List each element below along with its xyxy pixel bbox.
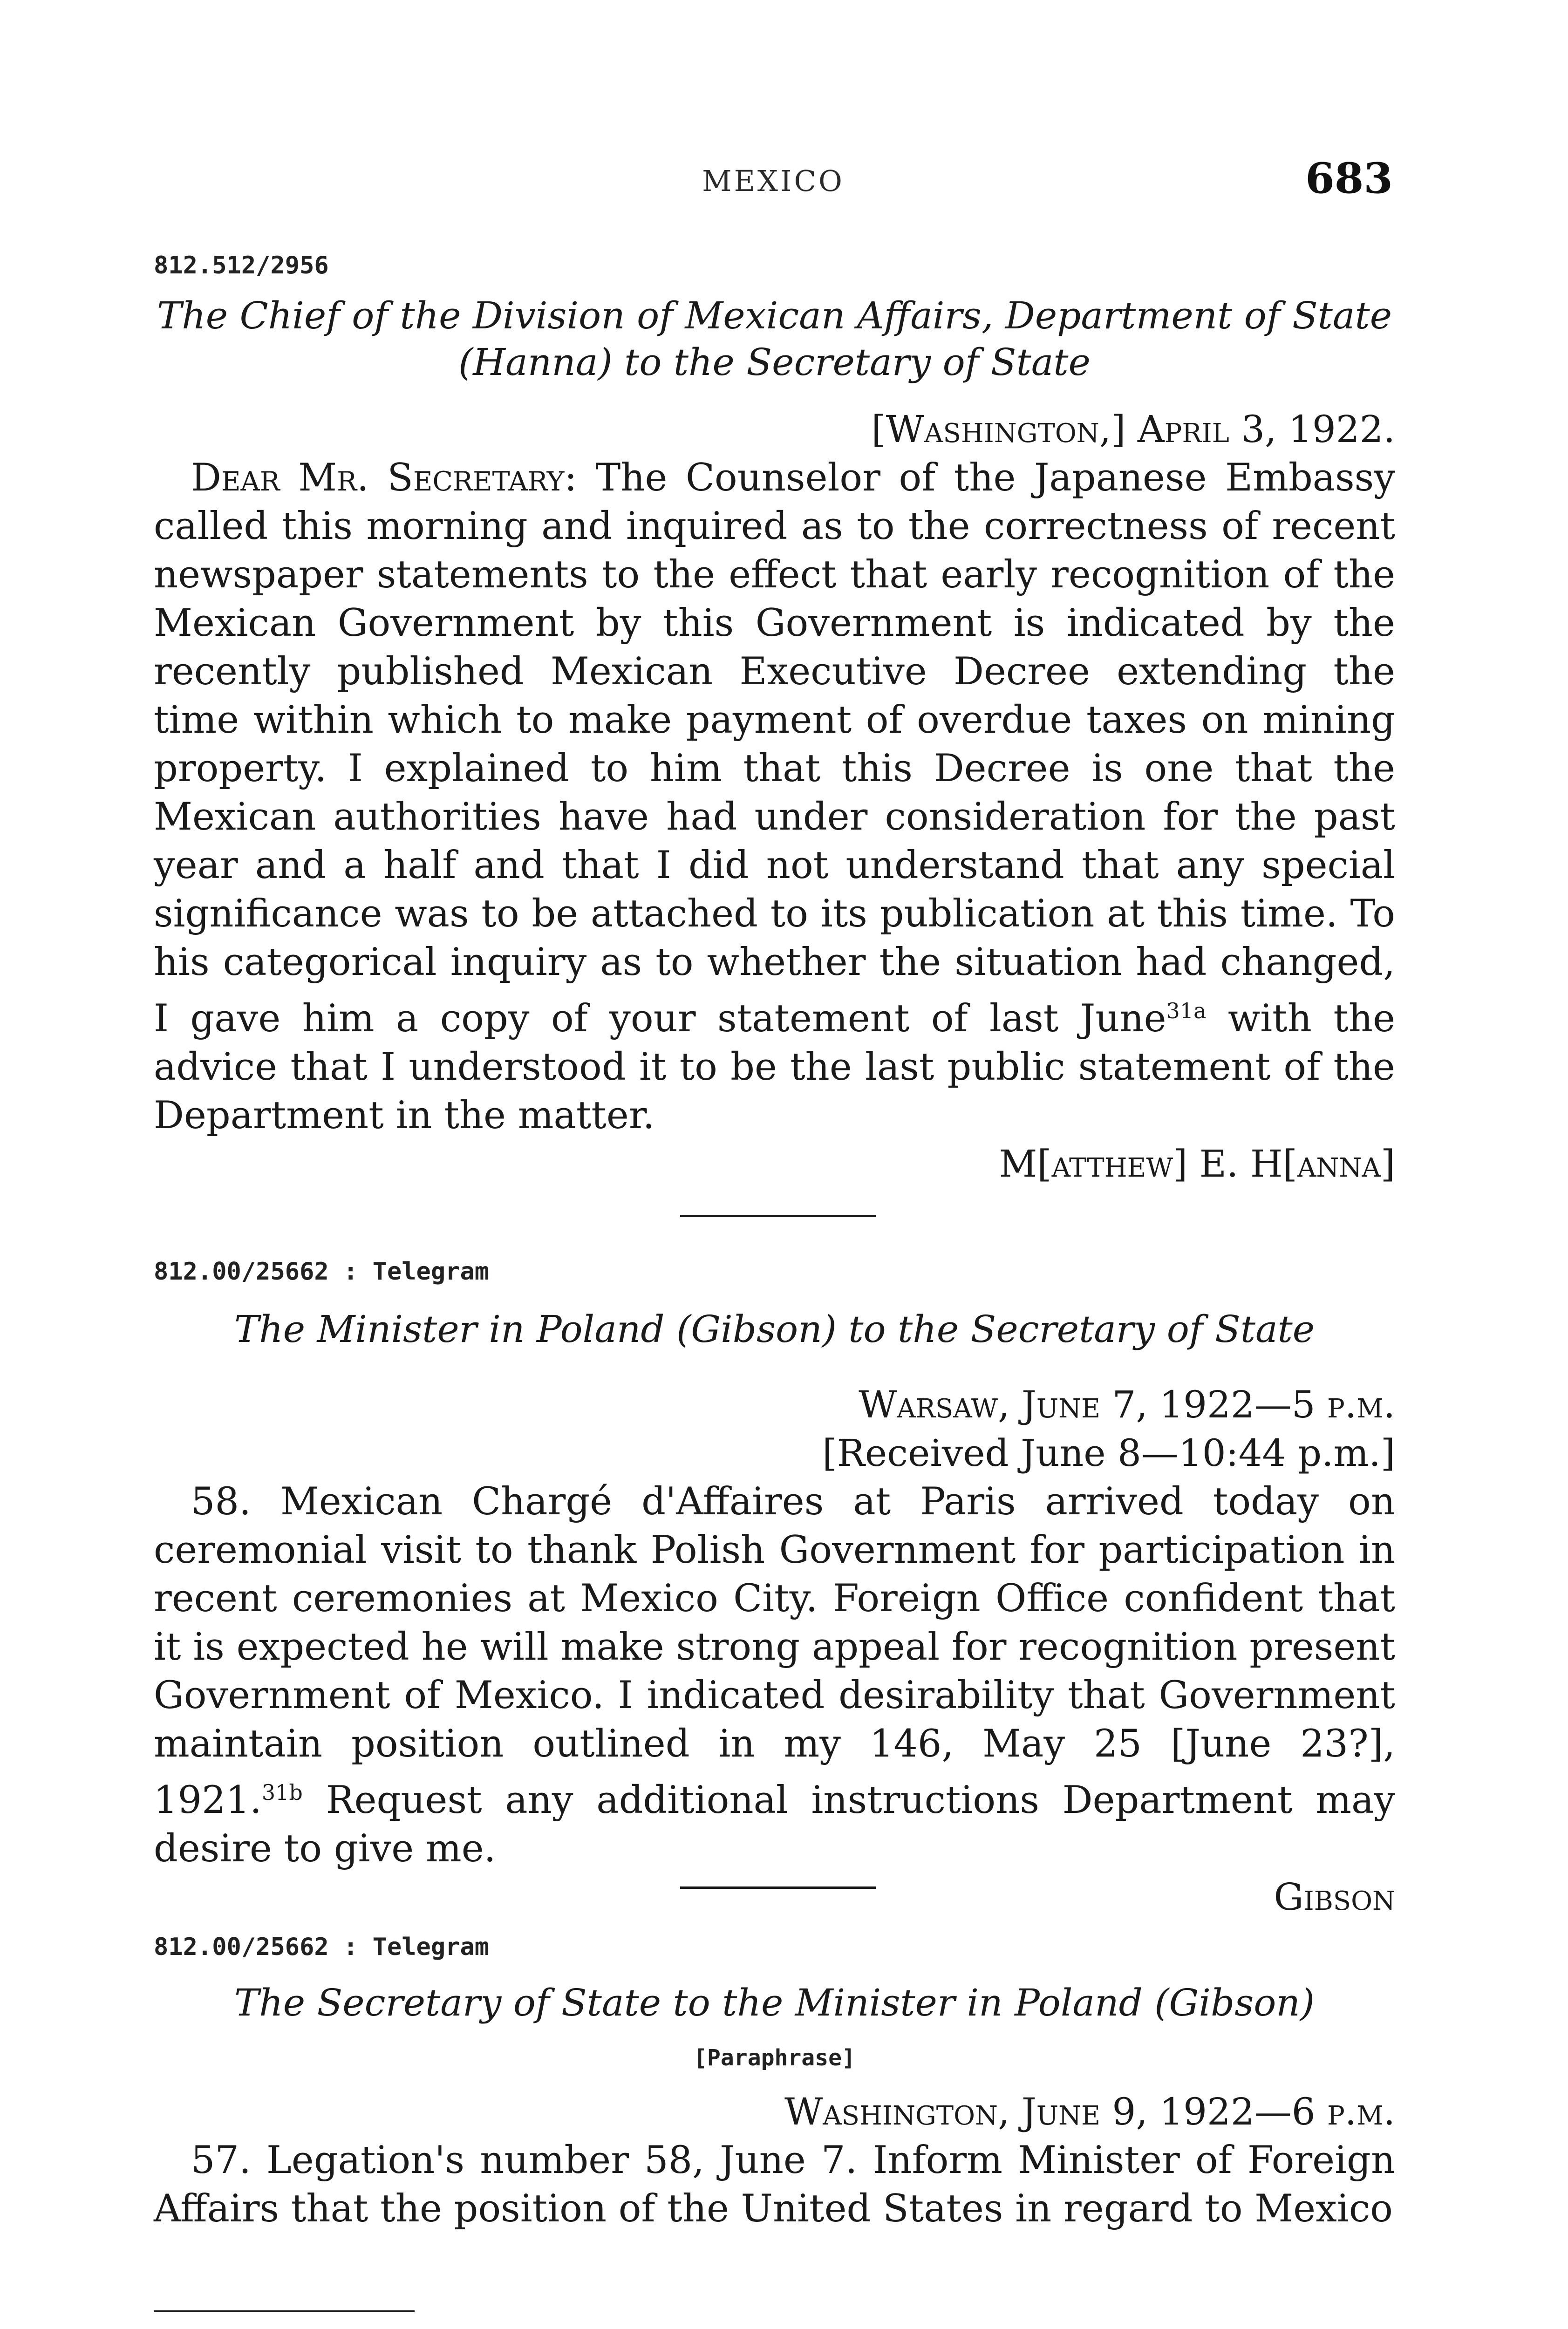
- telegram-body: 57. Legation's number 58, June 7. Inform Minister of Foreign Affairs that the position of the United States in regard to Mexico: [154, 2138, 1395, 2231]
- running-title: MEXICO: [702, 164, 845, 198]
- body-text-part-1: 58. Mexican Chargé d'Affaires at Paris arrived today on ceremonial visit to thank Polish Government for participation in recent ceremonies at Mexico City. Foreign Office confident that it is expected he will make strong appeal for recognition present Government of Mexico. I indicated desirability that Government maintain position outlined in my 146, May 25 [June 23?], 1921.: [154, 1480, 1395, 1822]
- body-text-part-2: Request any additional instructions Department may desire to give me.: [154, 1778, 1395, 1871]
- telegram-body: [154, 1478, 1395, 1873]
- body-text-part-2: with the advice that I understood it to be the last public statement of the Department in the matter.: [154, 997, 1396, 1137]
- signature: Gibson: [1274, 1875, 1395, 1919]
- body-text-part-1: The Counselor of the Japanese Embassy called this morning and inquired as to the correctness of recent newspaper statements to the effect that early recognition of the Mexican Government by this Government is indicated by the recently published Mexican Executive Decree extending the time within which to make payment of overdue taxes on mining property. I explained to him that this Decree is one that the Mexican authorities have had under consideration for the past year and a half and that I did not understand that any special significance was to be attached to its publication at this time. To his categorical inquiry as to whether the situation had changed, I gave him a copy of your statement of last June: [154, 456, 1395, 1041]
- section-divider: [680, 1886, 876, 1889]
- footnotes: [154, 2310, 1395, 2329]
- page-number: 683: [1305, 154, 1393, 203]
- footnote-rule: [154, 2310, 415, 2312]
- footnote-ref-31b: 31b: [261, 1780, 303, 1805]
- document-secretary-telegram: [154, 1933, 1395, 2233]
- dateline: Washington, June 9, 1922—6 p.m.: [784, 2090, 1395, 2133]
- running-head: [154, 154, 1393, 210]
- received-line: [Received June 8—10:44 p.m.]: [822, 1431, 1395, 1475]
- document-hanna: [154, 252, 1395, 1188]
- document-gibson-telegram: [154, 1258, 1395, 1921]
- heading-line-1: The Chief of the Division of Mexican Affairs, Department of State: [157, 294, 1392, 337]
- salutation: Dear Mr. Secretary:: [191, 456, 577, 500]
- file-number: 812.00/25662 : Telegram: [154, 1933, 490, 1961]
- footnote-ref-31a: 31a: [1166, 998, 1207, 1023]
- document-heading: [154, 293, 1395, 386]
- paraphrase-label: [Paraphrase]: [694, 2045, 855, 2071]
- file-number: 812.512/2956: [154, 252, 329, 279]
- document-heading: The Secretary of State to the Minister in Poland (Gibson): [234, 1981, 1315, 2024]
- file-number: 812.00/25662 : Telegram: [154, 1258, 490, 1286]
- section-divider: [680, 1215, 876, 1217]
- dateline: Warsaw, June 7, 1922—5 p.m.: [859, 1383, 1395, 1426]
- dateline: [Washington,] April 3, 1922.: [871, 408, 1395, 451]
- letter-body: [154, 454, 1395, 1140]
- heading-line-2: (Hanna) to the Secretary of State: [458, 340, 1091, 384]
- document-heading: The Minister in Poland (Gibson) to the Secretary of State: [234, 1308, 1315, 1351]
- signature: M[atthew] E. H[anna]: [999, 1142, 1395, 1185]
